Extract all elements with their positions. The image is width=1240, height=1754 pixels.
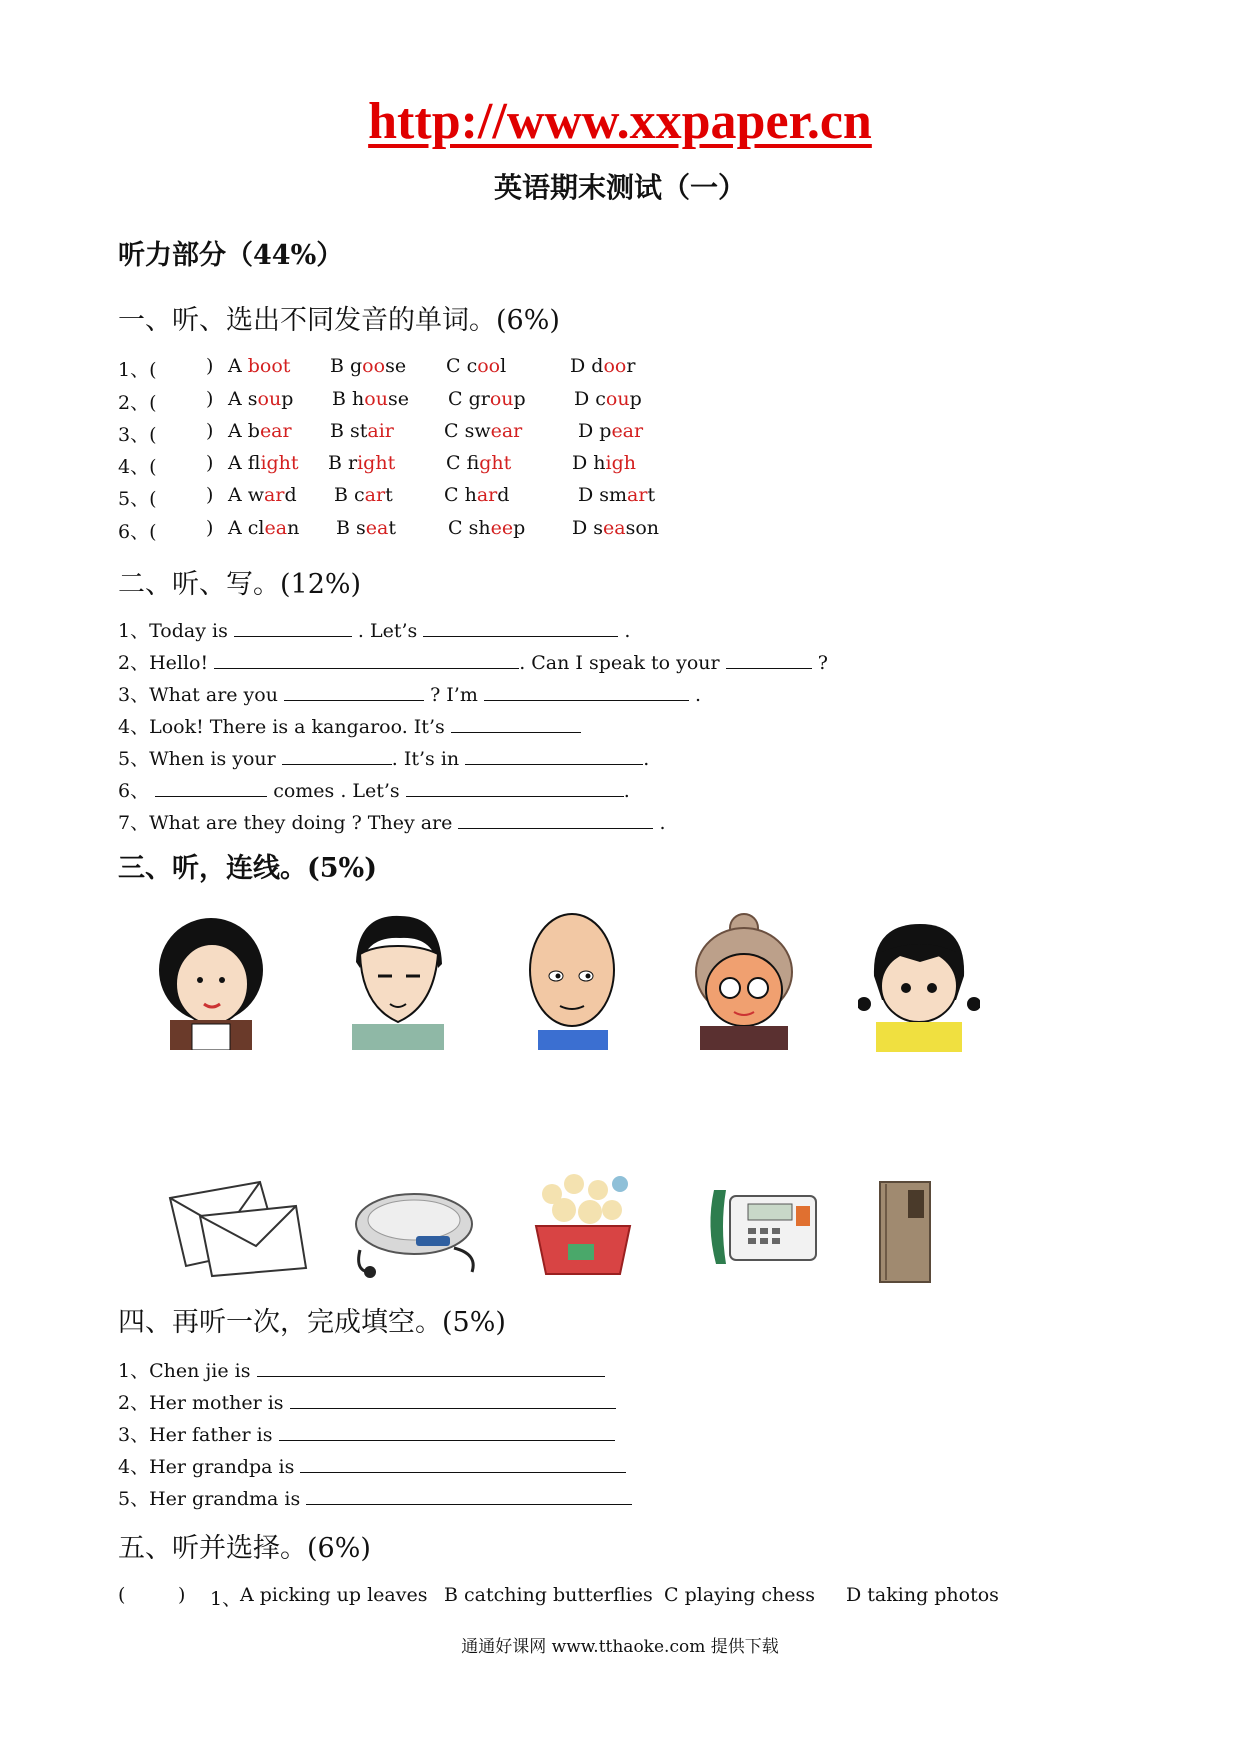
option-prefix: A s [228,388,258,410]
option-d[interactable] [578,420,643,442]
option-suffix: t [647,484,656,506]
line-text: comes . Let’s [273,780,400,802]
footer-note: 通通好课网 www.tthaoke.com 提供下载 [461,1637,779,1657]
answer-paren-close: ) [206,420,214,442]
line-text: ? [817,652,828,674]
line-number: 7、 [118,812,150,834]
option-prefix: D c [574,388,606,410]
highlighted-letters: ar [627,484,648,506]
answer-paren-open[interactable]: ( [118,1584,126,1606]
fill-line [118,1484,632,1511]
line-text: ? I’m [430,684,478,706]
mother-picture[interactable] [152,908,270,1054]
line-number: 3、 [118,684,150,706]
sound-question [118,517,718,547]
option-d[interactable] [570,355,635,377]
highlighted-letters: igh [605,452,636,474]
option-suffix: p [281,388,294,410]
answer-blank[interactable] [451,714,581,733]
answer-blank[interactable] [284,682,424,701]
line-text: Chen jie is [149,1360,251,1382]
line-text: . [643,748,650,770]
option-prefix: C f [446,452,480,474]
highlighted-letters: ear [490,420,523,442]
option-prefix: D d [570,355,604,377]
option-prefix: D h [572,452,606,474]
option-suffix: t [388,517,396,539]
option-d[interactable] [578,484,655,506]
highlighted-letters: boot [247,355,291,377]
option-d[interactable]: D taking photos [846,1584,999,1606]
line-number: 2、 [118,1392,150,1414]
option-a[interactable] [228,420,292,442]
highlighted-letters: ee [490,517,514,539]
line-text: Her father is [149,1424,273,1446]
line-number: 5、 [118,748,150,770]
option-prefix: D p [578,420,612,442]
highlighted-letters: air [367,420,394,442]
option-suffix: l [500,355,507,377]
option-prefix: B st [330,420,368,442]
answer-paren-close: ) [206,484,214,506]
book-picture[interactable] [878,1180,932,1288]
option-prefix: C c [446,355,478,377]
option-prefix: B r [328,452,358,474]
sound-question [118,452,718,482]
highlighted-letters: oo [362,355,386,377]
section4-heading: 四、再听一次，完成填空。(5%) [118,1307,506,1338]
line-text: Her grandma is [149,1488,301,1510]
option-d[interactable] [572,452,636,474]
line-text: When is your [149,748,276,770]
option-a[interactable] [228,355,290,377]
highlighted-letters: ar [364,484,386,506]
line-number: 1、 [118,620,150,642]
fill-line [118,648,828,675]
section3-heading: 三、听，连线。(5%) [118,853,377,884]
option-c[interactable] [444,420,522,442]
section2-heading: 二、听、写。(12%) [118,569,362,600]
answer-paren-close: ) [206,388,214,410]
option-a[interactable]: A picking up leaves [240,1584,428,1606]
option-c[interactable] [448,388,526,410]
option-b[interactable] [332,388,409,410]
question-number[interactable]: 3、( [118,424,157,446]
fill-line [118,744,649,771]
line-number: 5、 [118,1488,150,1510]
line-text: Look! There is a kangaroo. It’s [149,716,445,738]
option-prefix: C sh [448,517,491,539]
line-text: . [659,812,666,834]
option-c[interactable]: C playing chess [664,1584,816,1606]
cd-player-picture[interactable] [344,1184,488,1284]
option-prefix: A cl [228,517,265,539]
option-suffix: se [387,388,409,410]
question-number[interactable]: 1、( [118,359,157,381]
option-suffix: p [513,517,526,539]
grandpa-picture[interactable] [516,906,628,1054]
telephone-picture[interactable] [704,1176,820,1284]
fill-line [118,680,701,707]
option-b[interactable] [328,452,395,474]
line-text: Hello! [149,652,209,674]
highlighted-letters: ight [479,452,512,474]
line-text: . Can I speak to your [519,652,720,674]
answer-paren-close: ) [206,452,214,474]
question-number: 1、 [210,1588,242,1610]
option-suffix: se [385,355,407,377]
site-url-link[interactable]: http://www.xxpaper.cn [368,93,872,150]
answer-blank[interactable] [155,778,267,797]
option-suffix: n [287,517,300,539]
fill-line [118,616,630,643]
fill-line [118,1420,615,1447]
father-picture[interactable] [342,906,454,1054]
option-prefix: B c [334,484,365,506]
answer-blank[interactable] [282,746,392,765]
fill-line [118,1356,605,1383]
line-text: Her mother is [149,1392,284,1414]
option-prefix: C sw [444,420,491,442]
fill-line [118,1452,626,1479]
option-a[interactable] [228,388,293,410]
letters-picture[interactable] [160,1176,310,1284]
option-a[interactable] [228,484,297,506]
highlighted-letters: ear [611,420,644,442]
option-c[interactable] [448,517,525,539]
option-prefix: B h [332,388,365,410]
highlighted-letters: ar [476,484,498,506]
grandma-picture[interactable] [686,908,802,1054]
highlighted-letters: ou [364,388,388,410]
line-text: . Let’s [357,620,418,642]
girl-picture[interactable] [858,916,980,1056]
highlighted-letters: ou [257,388,282,410]
answer-blank[interactable] [423,618,618,637]
line-text: Her grandpa is [149,1456,295,1478]
sound-question [118,484,718,514]
option-suffix: t [385,484,393,506]
option-suffix: d [284,484,297,506]
answer-paren-close: ) [206,355,214,377]
line-text: . [623,780,630,802]
line-text: . [694,684,701,706]
option-prefix: B s [336,517,366,539]
highlighted-letters: ight [260,452,299,474]
sound-question [118,355,718,385]
question-number[interactable]: 4、( [118,456,157,478]
option-suffix: r [626,355,636,377]
option-prefix: C h [444,484,477,506]
line-text: . It’s in [391,748,460,770]
option-prefix: A fl [228,452,261,474]
answer-blank[interactable] [279,1422,615,1441]
answer-blank[interactable] [300,1454,626,1473]
highlighted-letters: ou [489,388,514,410]
sound-question [118,388,718,418]
line-number: 4、 [118,716,150,738]
exam-title: 英语期末测试（一） [493,171,746,204]
option-prefix: D sm [578,484,628,506]
line-number: 4、 [118,1456,150,1478]
listening-part-title: 听力部分（44%） [118,240,344,271]
line-number: 6、 [118,780,150,802]
question-number[interactable]: 2、( [118,392,157,414]
sound-question [118,420,718,450]
option-prefix: A [228,355,248,377]
fill-line [118,808,666,835]
answer-blank[interactable] [484,682,689,701]
option-prefix: C gr [448,388,490,410]
option-prefix: B g [330,355,363,377]
section5-heading: 五、听并选择。(6%) [118,1533,371,1564]
option-c[interactable] [446,355,506,377]
option-suffix: son [625,517,660,539]
line-number: 3、 [118,1424,150,1446]
option-suffix: d [497,484,510,506]
option-c[interactable] [444,484,509,506]
line-text: What are you [149,684,278,706]
highlighted-letters: ight [357,452,396,474]
highlighted-letters: ou [605,388,630,410]
highlighted-letters: oo [603,355,627,377]
option-prefix: A b [228,420,260,442]
option-b[interactable]: B catching butterflies [444,1584,653,1606]
choice-question [118,1584,1118,1614]
option-b[interactable] [330,420,394,442]
option-b[interactable] [336,517,396,539]
option-c[interactable] [446,452,511,474]
fill-line [118,1388,616,1415]
answer-blank[interactable] [306,1486,632,1505]
answer-blank[interactable] [458,810,653,829]
line-number: 2、 [118,652,150,674]
highlighted-letters: ea [264,517,288,539]
option-suffix: p [513,388,526,410]
highlighted-letters: ear [259,420,292,442]
highlighted-letters: ea [603,517,626,539]
option-prefix: D s [572,517,604,539]
option-a[interactable] [228,517,299,539]
highlighted-letters: oo [477,355,501,377]
answer-blank[interactable] [290,1390,616,1409]
answer-blank[interactable] [406,778,624,797]
option-prefix: A w [228,484,265,506]
answer-blank[interactable] [234,618,352,637]
answer-blank[interactable] [214,650,519,669]
option-b[interactable] [330,355,406,377]
option-suffix: p [629,388,642,410]
fill-line [118,712,581,739]
answer-blank[interactable] [726,650,812,669]
answer-blank[interactable] [465,746,643,765]
option-b[interactable] [334,484,393,506]
question-number[interactable]: 5、( [118,488,157,510]
answer-paren-close: ) [178,1584,186,1606]
option-d[interactable] [572,517,659,539]
answer-paren-close: ) [206,517,214,539]
line-text: Today is [149,620,228,642]
line-text: . [624,620,631,642]
fill-line [118,776,630,803]
line-text: What are they doing ? They are [149,812,453,834]
option-a[interactable] [228,452,299,474]
popcorn-picture[interactable] [528,1170,638,1286]
question-number[interactable]: 6、( [118,521,157,543]
section1-heading: 一、听、选出不同发音的单词。(6%) [118,305,560,336]
highlighted-letters: ar [264,484,285,506]
answer-blank[interactable] [257,1358,605,1377]
option-d[interactable] [574,388,642,410]
highlighted-letters: ea [365,517,389,539]
line-number: 1、 [118,1360,150,1382]
